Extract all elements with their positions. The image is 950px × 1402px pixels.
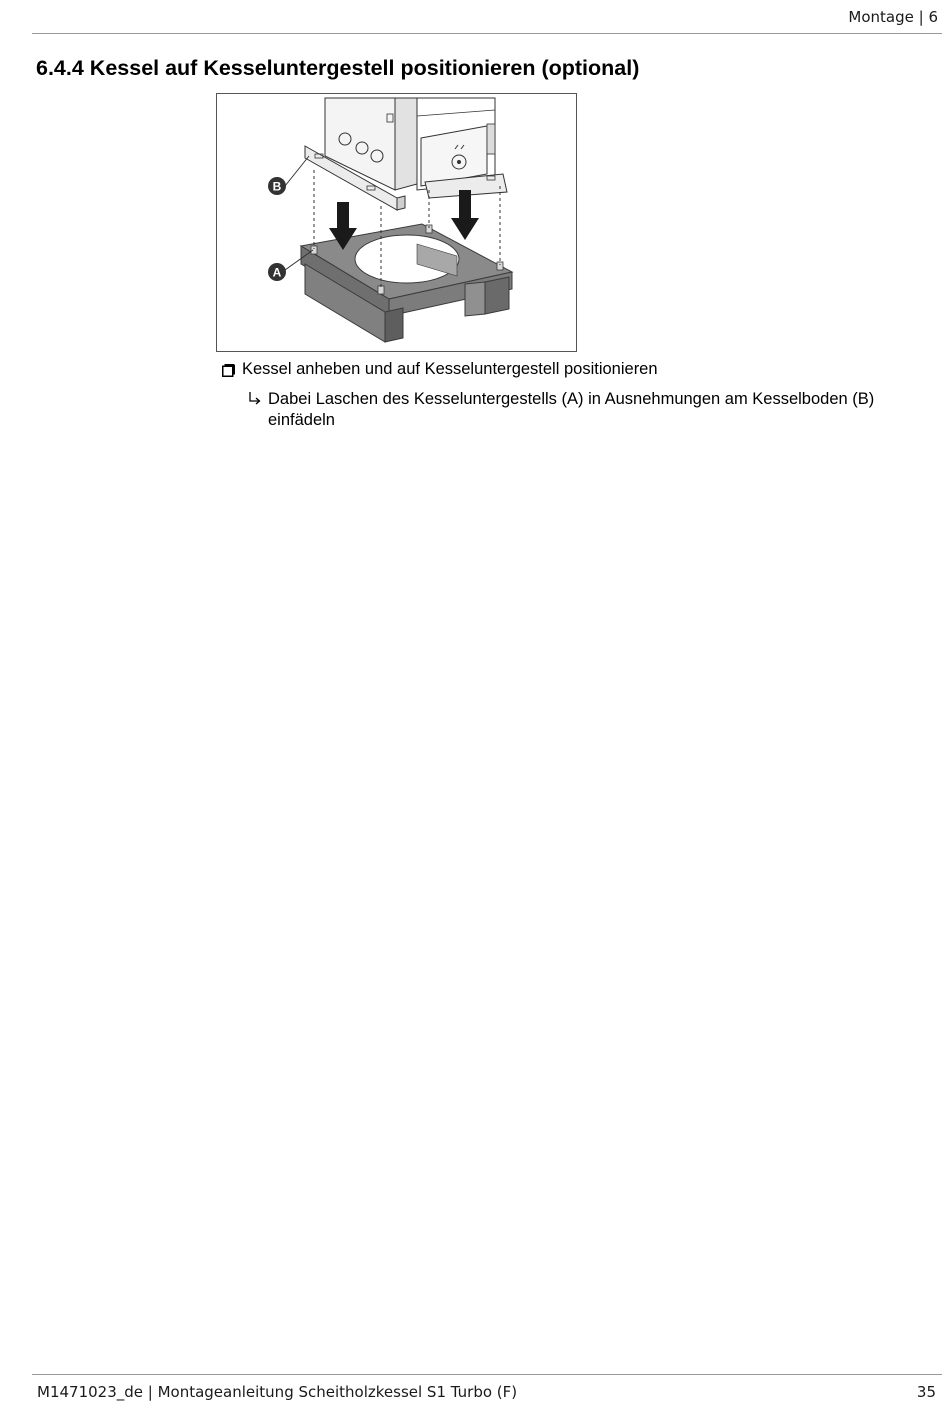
page-header — [32, 0, 942, 34]
checkbox-icon — [222, 363, 235, 376]
boiler-base-frame — [301, 224, 512, 342]
callout-label-a: A — [272, 265, 282, 280]
instruction-result-text: Dabei Laschen des Kesseluntergestells (A) in Ausnehmungen am Kesselboden (B) einfädeln — [268, 390, 875, 429]
page-number: 35 — [916, 1383, 936, 1401]
down-arrow-icon — [451, 190, 479, 240]
page-footer — [32, 1374, 942, 1402]
running-title: Montage | 6 — [848, 8, 938, 26]
callout-b — [268, 156, 309, 195]
document-reference: M1471023_de | Montageanleitung Scheitholzkessel S1 Turbo (F) — [37, 1383, 518, 1401]
boiler-base-illustration — [217, 94, 576, 351]
instruction-step — [222, 360, 658, 379]
result-arrow-icon — [247, 391, 263, 431]
section-title: 6.4.4 Kessel auf Kesseluntergestell positionieren (optional) — [36, 56, 640, 80]
assembly-figure — [216, 93, 577, 352]
instruction-step-text: Kessel anheben und auf Kesseluntergestell positionieren — [242, 360, 658, 378]
instruction-result — [247, 389, 942, 431]
callout-label-b: B — [272, 179, 282, 194]
